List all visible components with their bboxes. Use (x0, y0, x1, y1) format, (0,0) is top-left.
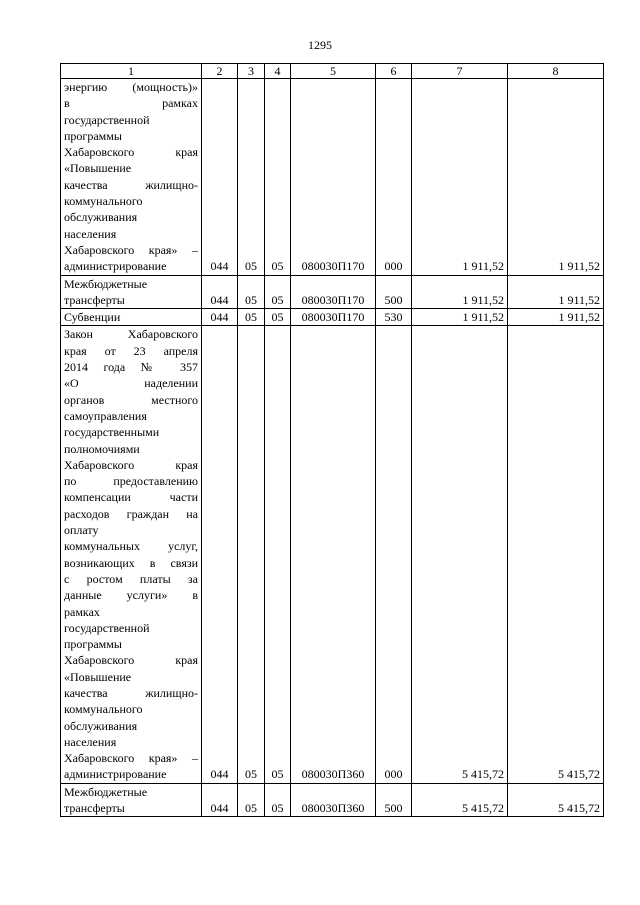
expense-name-line: государственной (64, 112, 150, 127)
expense-name-cell (61, 79, 202, 276)
expense-name-line: администрирование (64, 767, 167, 782)
table-row (61, 309, 604, 326)
expense-name-line: расходов граждан на (64, 506, 198, 521)
expense-name-line: населения (64, 226, 117, 241)
expense-name-line: 2014 года № 357 (64, 360, 198, 375)
expense-type-cell: 000 (376, 79, 412, 276)
ministry-code-cell: 044 (202, 783, 238, 817)
expense-name-line: Хабаровского края» – (64, 751, 198, 766)
expense-name-line: Хабаровского края (64, 653, 198, 668)
amount-cell: 5 415,72 (508, 326, 604, 783)
expense-name-line: Субвенции (64, 310, 121, 325)
expense-name-line: коммунального (64, 702, 143, 717)
subsection-code-cell: 05 (265, 275, 291, 309)
column-header: 8 (508, 64, 604, 79)
expense-name-line: оплату (64, 523, 99, 538)
subsection-code-cell: 05 (265, 783, 291, 817)
page-number: 1295 (308, 38, 332, 52)
section-code-cell: 05 (238, 309, 265, 326)
column-header: 3 (238, 64, 265, 79)
expense-name-line: Межбюджетные (64, 784, 148, 799)
subsection-code-cell: 05 (265, 309, 291, 326)
expense-name-line: «О наделении (64, 376, 198, 391)
expense-name-line: возникающих в связи (64, 555, 198, 570)
column-header: 2 (202, 64, 238, 79)
expense-name-line: энергию (мощность)» (64, 80, 198, 94)
amount-cell: 1 911,52 (508, 309, 604, 326)
expense-name-line: «Повышение (64, 161, 132, 176)
column-header: 4 (265, 64, 291, 79)
expense-name-line: Закон Хабаровского (64, 327, 198, 342)
expense-name-line: с ростом платы за (64, 571, 198, 586)
expense-name-line: государственными (64, 425, 160, 440)
expense-name-line: «Повышение (64, 669, 132, 684)
expense-name-line: качества жилищно- (64, 177, 198, 192)
target-article-cell: 080030П360 (291, 783, 376, 817)
expense-name-cell (61, 309, 202, 326)
target-article-cell: 080030П360 (291, 326, 376, 783)
column-header: 6 (376, 64, 412, 79)
expense-name-line: населения (64, 734, 117, 749)
table-row (61, 326, 604, 783)
expense-name-cell (61, 783, 202, 817)
column-header: 5 (291, 64, 376, 79)
amount-cell: 5 415,72 (412, 783, 508, 817)
column-header: 7 (412, 64, 508, 79)
expense-type-cell: 500 (376, 275, 412, 309)
expense-name-line: самоуправления (64, 408, 147, 423)
expense-type-cell: 500 (376, 783, 412, 817)
amount-cell: 1 911,52 (412, 309, 508, 326)
expense-name-line: администрирование (64, 259, 167, 274)
section-code-cell: 05 (238, 326, 265, 783)
section-code-cell: 05 (238, 783, 265, 817)
amount-cell: 1 911,52 (412, 275, 508, 309)
expense-name-line: Хабаровского края (64, 145, 198, 160)
amount-cell: 5 415,72 (412, 326, 508, 783)
target-article-cell: 080030П170 (291, 79, 376, 276)
expense-name-line: рамках (64, 604, 100, 619)
expense-name-line: полномочиями (64, 441, 140, 456)
amount-cell: 5 415,72 (508, 783, 604, 817)
target-article-cell: 080030П170 (291, 309, 376, 326)
amount-cell: 1 911,52 (508, 79, 604, 276)
expense-name-line: качества жилищно- (64, 685, 198, 700)
expense-name-line: Межбюджетные (64, 276, 148, 291)
expense-name-line: компенсации части (64, 490, 198, 505)
section-code-cell: 05 (238, 79, 265, 276)
expense-name-line: программы (64, 637, 122, 652)
expense-name-line: данные услуги» в (64, 588, 198, 603)
expense-name-line: обслуживания (64, 210, 138, 225)
ministry-code-cell: 044 (202, 79, 238, 276)
ministry-code-cell: 044 (202, 275, 238, 309)
target-article-cell: 080030П170 (291, 275, 376, 309)
expense-name-line: в рамках (64, 96, 198, 111)
expense-name-line: по предоставлению (64, 474, 198, 489)
ministry-code-cell: 044 (202, 309, 238, 326)
expense-name-cell (61, 326, 202, 783)
amount-cell: 1 911,52 (412, 79, 508, 276)
table-row (61, 275, 604, 309)
expense-name-line: края от 23 апреля (64, 343, 198, 358)
expense-name-line: Хабаровского края» – (64, 242, 198, 257)
budget-table (60, 63, 604, 817)
table-header-row (61, 64, 604, 79)
subsection-code-cell: 05 (265, 326, 291, 783)
expense-type-cell: 000 (376, 326, 412, 783)
expense-name-line: Хабаровского края (64, 457, 198, 472)
column-header: 1 (61, 64, 202, 79)
expense-name-line: программы (64, 128, 122, 143)
expense-name-line: трансферты (64, 292, 125, 307)
table-row (61, 79, 604, 276)
section-code-cell: 05 (238, 275, 265, 309)
expense-name-line: коммунального (64, 194, 143, 209)
amount-cell: 1 911,52 (508, 275, 604, 309)
expense-name-line: органов местного (64, 392, 198, 407)
subsection-code-cell: 05 (265, 79, 291, 276)
expense-name-cell (61, 275, 202, 309)
expense-name-line: трансферты (64, 801, 125, 816)
expense-name-line: коммунальных услуг, (64, 539, 198, 554)
ministry-code-cell: 044 (202, 326, 238, 783)
table-row (61, 783, 604, 817)
expense-name-line: обслуживания (64, 718, 138, 733)
expense-name-line: государственной (64, 620, 150, 635)
expense-type-cell: 530 (376, 309, 412, 326)
